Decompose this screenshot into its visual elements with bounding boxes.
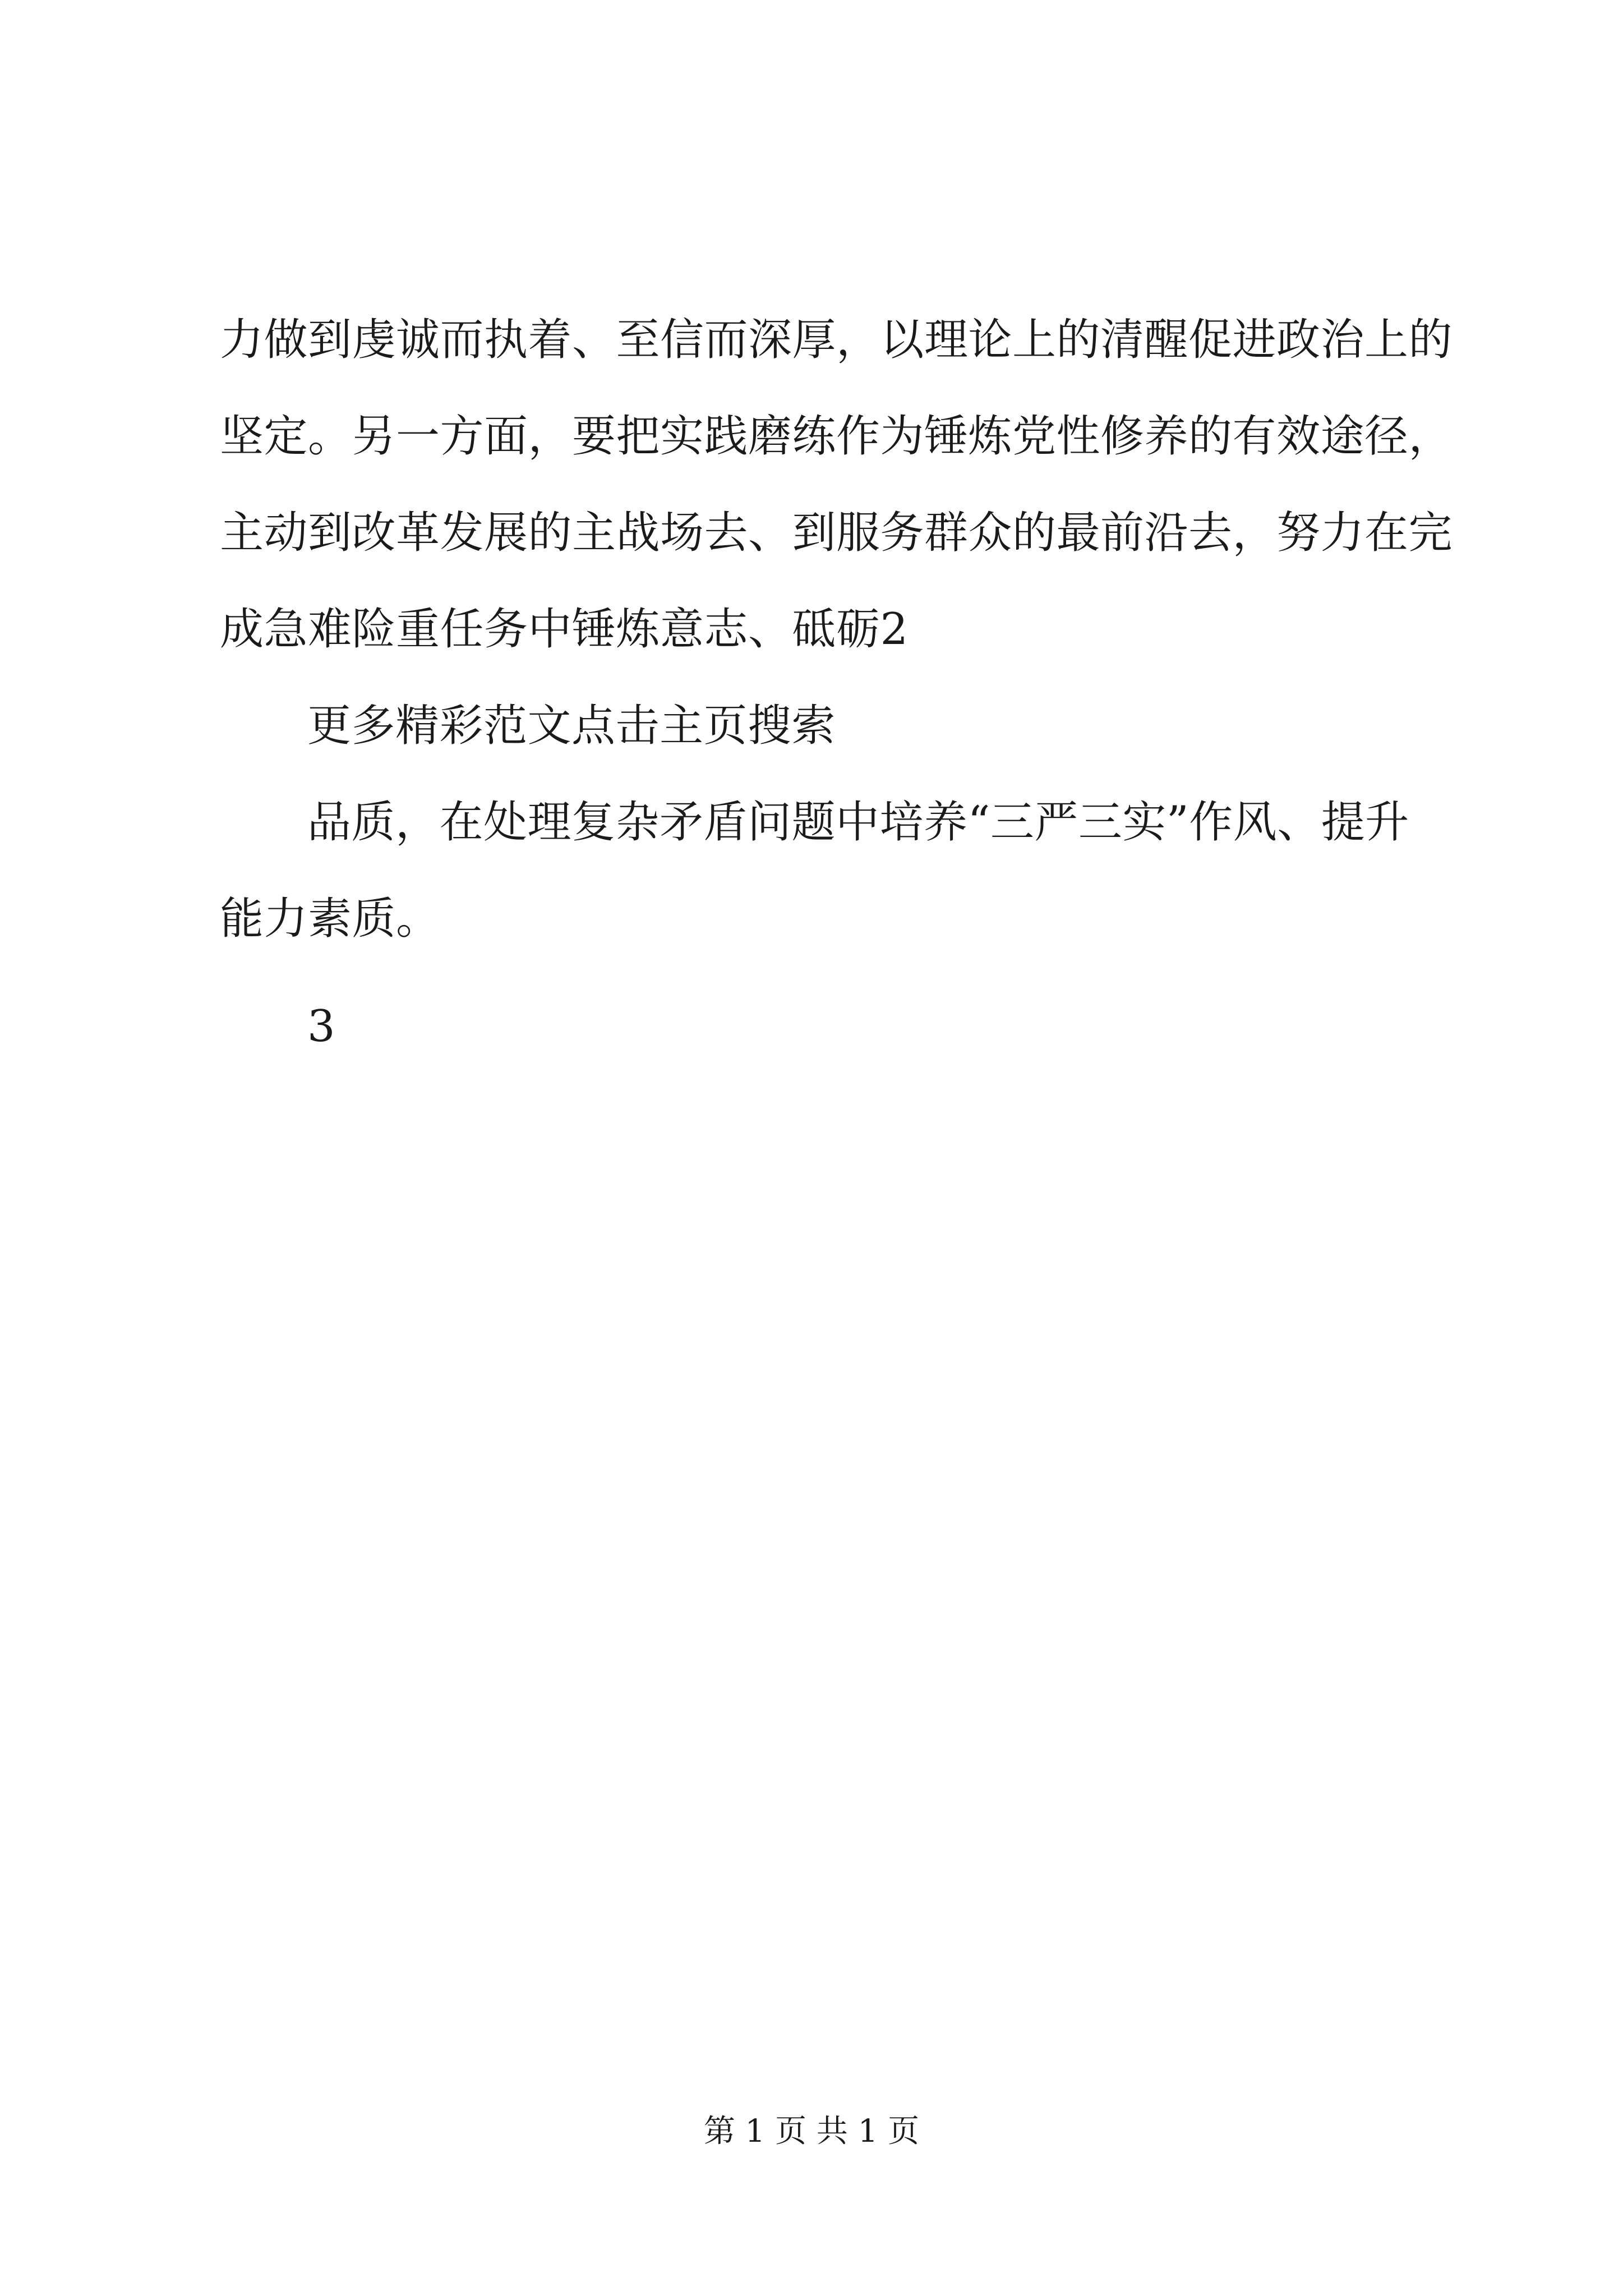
paragraph-line: 主动到改革发展的主战场去、到服务群众的最前沿去，努力在完 xyxy=(220,508,1453,558)
paragraph-line: 成急难险重任务中锤炼意志、砥砺2 xyxy=(220,604,909,655)
paragraph-line: 品质，在处理复杂矛盾问题中培养“三严三实”作风、提升 xyxy=(307,797,1409,848)
spacer xyxy=(220,967,1426,978)
page-footer: 第 1 页 共 1 页 xyxy=(703,2113,920,2150)
promo-text: 更多精彩范文点击主页搜索 xyxy=(307,701,836,751)
paragraph-line: 力做到虔诚而执着、至信而深厚，以理论上的清醒促进政治上的 xyxy=(220,315,1453,365)
paragraph-line: 坚定。另一方面，要把实践磨练作为锤炼党性修养的有效途径， xyxy=(220,411,1453,462)
paragraph-line: 能力素质。 xyxy=(220,894,440,944)
page-marker: 3 xyxy=(307,1001,336,1052)
document-body xyxy=(220,292,1453,1075)
